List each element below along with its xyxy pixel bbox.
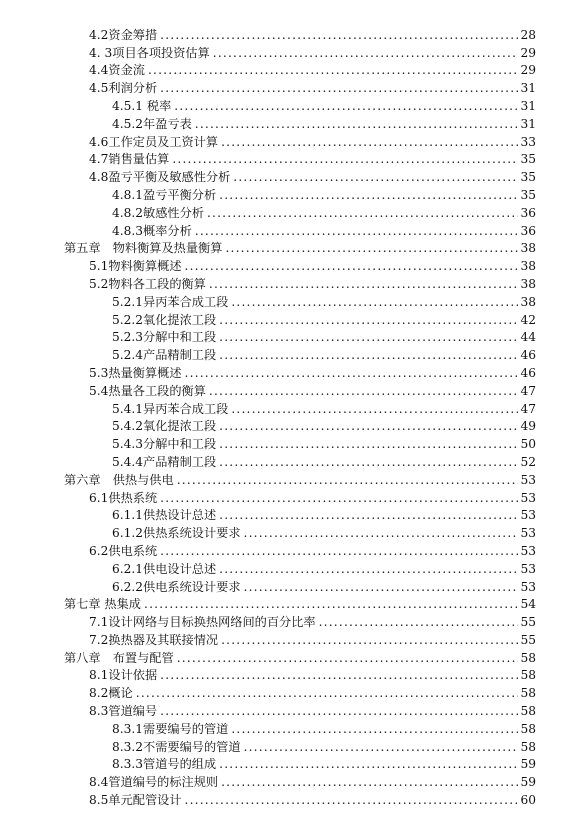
toc-entry[interactable] bbox=[0, 60, 580, 78]
toc-entry-title: 8.3.2不需要编号的管道 bbox=[112, 739, 241, 754]
dot-leader bbox=[174, 99, 518, 113]
dot-leader bbox=[160, 668, 518, 682]
toc-entry-page-number: 53 bbox=[520, 579, 536, 594]
toc-entry-title: 8.3.1需要编号的管道 bbox=[112, 721, 229, 736]
toc-entry-page-number: 33 bbox=[520, 134, 536, 149]
dot-leader bbox=[219, 562, 518, 576]
toc-entry-title: 第七章 热集成 bbox=[64, 597, 141, 612]
dot-leader bbox=[244, 740, 519, 754]
toc-entry[interactable] bbox=[0, 95, 580, 113]
toc-entry-page-number: 29 bbox=[520, 63, 536, 78]
dot-leader bbox=[209, 384, 519, 398]
toc-entry-title: 5.4.1异丙苯合成工段 bbox=[112, 401, 229, 416]
toc-entry-title: 第六章 供热与供电 bbox=[64, 472, 174, 487]
toc-entry-title: 4.2资金筹措 bbox=[89, 27, 158, 42]
toc-entry-page-number: 46 bbox=[520, 365, 536, 380]
toc-entry[interactable] bbox=[0, 433, 580, 451]
toc-entry-title: 8.3管道编号 bbox=[89, 704, 158, 719]
toc-entry[interactable] bbox=[0, 594, 580, 612]
toc-entry-page-number: 55 bbox=[520, 615, 536, 630]
toc-entry-page-number: 55 bbox=[520, 632, 536, 647]
toc-entry-title: 5.3热量衡算概述 bbox=[89, 365, 182, 380]
dot-leader bbox=[319, 615, 519, 629]
dot-leader bbox=[231, 295, 518, 309]
toc-entry-title: 4.5.1 税率 bbox=[112, 98, 172, 113]
toc-entry-title: 4.6工作定员及工资计算 bbox=[89, 134, 219, 149]
toc-entry-title: 5.2物料各工段的衡算 bbox=[89, 276, 206, 291]
toc-entry-page-number: 46 bbox=[520, 348, 536, 363]
dot-leader bbox=[160, 544, 518, 558]
dot-leader bbox=[195, 224, 519, 238]
toc-entry[interactable] bbox=[0, 184, 580, 202]
toc-entry-title: 8.2概论 bbox=[89, 686, 133, 701]
table-of-contents bbox=[0, 24, 580, 807]
toc-entry[interactable] bbox=[0, 362, 580, 380]
toc-entry[interactable] bbox=[0, 736, 580, 754]
toc-entry-page-number: 59 bbox=[520, 775, 536, 790]
toc-entry-page-number: 58 bbox=[520, 650, 536, 665]
toc-entry-title: 第五章 物料衡算及热量衡算 bbox=[64, 241, 223, 256]
toc-entry-page-number: 53 bbox=[520, 561, 536, 576]
dot-leader bbox=[172, 152, 518, 166]
toc-entry[interactable] bbox=[0, 113, 580, 131]
toc-entry[interactable] bbox=[0, 576, 580, 594]
dot-leader bbox=[219, 757, 518, 771]
toc-entry[interactable] bbox=[0, 451, 580, 469]
toc-entry-title: 4.8盈亏平衡及敏感性分析 bbox=[89, 170, 231, 185]
toc-entry[interactable] bbox=[0, 416, 580, 434]
toc-entry-title: 6.2.1供电设计总述 bbox=[112, 561, 217, 576]
toc-entry-title: 4.4资金流 bbox=[89, 63, 145, 78]
toc-entry-page-number: 58 bbox=[520, 668, 536, 683]
toc-entry-page-number: 42 bbox=[520, 312, 536, 327]
toc-entry-title: 8.1设计依据 bbox=[89, 668, 158, 683]
dot-leader bbox=[244, 526, 519, 540]
toc-entry-title: 6.2供电系统 bbox=[89, 543, 158, 558]
dot-leader bbox=[185, 366, 519, 380]
toc-entry[interactable] bbox=[0, 647, 580, 665]
toc-entry-page-number: 49 bbox=[520, 419, 536, 434]
dot-leader bbox=[219, 508, 518, 522]
toc-entry-page-number: 36 bbox=[520, 205, 536, 220]
toc-entry[interactable] bbox=[0, 238, 580, 256]
dot-leader bbox=[160, 491, 518, 505]
dot-leader bbox=[219, 437, 518, 451]
toc-entry-page-number: 38 bbox=[520, 241, 536, 256]
toc-entry-page-number: 47 bbox=[520, 383, 536, 398]
toc-entry[interactable] bbox=[0, 380, 580, 398]
toc-entry-title: 5.2.2氧化提浓工段 bbox=[112, 312, 217, 327]
dot-leader bbox=[221, 775, 518, 789]
toc-entry[interactable] bbox=[0, 700, 580, 718]
toc-entry-page-number: 59 bbox=[520, 757, 536, 772]
toc-entry-title: 8.3.3管道号的组成 bbox=[112, 757, 217, 772]
toc-entry[interactable] bbox=[0, 255, 580, 273]
dot-leader bbox=[148, 63, 519, 77]
toc-entry[interactable] bbox=[0, 718, 580, 736]
toc-entry-page-number: 31 bbox=[520, 81, 536, 96]
dot-leader bbox=[233, 170, 518, 184]
dot-leader bbox=[221, 633, 518, 647]
toc-entry-title: 8.4管道编号的标注规则 bbox=[89, 775, 219, 790]
dot-leader bbox=[231, 722, 518, 736]
toc-entry-title: 5.1物料衡算概述 bbox=[89, 259, 182, 274]
toc-entry-page-number: 58 bbox=[520, 721, 536, 736]
toc-entry-title: 5.4.3分解中和工段 bbox=[112, 437, 217, 452]
toc-entry-page-number: 31 bbox=[520, 116, 536, 131]
toc-entry-title: 5.2.1异丙苯合成工段 bbox=[112, 294, 229, 309]
toc-entry-title: 7.1设计网络与目标换热网络间的百分比率 bbox=[89, 615, 316, 630]
toc-entry[interactable] bbox=[0, 540, 580, 558]
toc-entry-page-number: 60 bbox=[520, 793, 536, 808]
toc-entry-title: 5.2.4产品精制工段 bbox=[112, 348, 217, 363]
dot-leader bbox=[219, 330, 518, 344]
toc-entry-title: 6.1.1供热设计总述 bbox=[112, 508, 217, 523]
dot-leader bbox=[225, 241, 518, 255]
toc-entry-page-number: 28 bbox=[520, 27, 536, 42]
toc-entry[interactable] bbox=[0, 291, 580, 309]
toc-entry[interactable] bbox=[0, 771, 580, 789]
toc-entry[interactable] bbox=[0, 309, 580, 327]
dot-leader bbox=[136, 686, 519, 700]
toc-entry-page-number: 35 bbox=[520, 170, 536, 185]
toc-entry[interactable] bbox=[0, 754, 580, 772]
dot-leader bbox=[219, 348, 518, 362]
toc-entry-page-number: 53 bbox=[520, 472, 536, 487]
dot-leader bbox=[213, 46, 519, 60]
toc-entry-page-number: 53 bbox=[520, 543, 536, 558]
dot-leader bbox=[209, 277, 519, 291]
toc-entry[interactable] bbox=[0, 327, 580, 345]
toc-entry-page-number: 38 bbox=[520, 259, 536, 274]
dot-leader bbox=[219, 455, 518, 469]
toc-entry[interactable] bbox=[0, 398, 580, 416]
toc-entry[interactable] bbox=[0, 220, 580, 238]
toc-entry-page-number: 44 bbox=[520, 330, 536, 345]
dot-leader bbox=[219, 419, 518, 433]
toc-entry-title: 4.8.1盈亏平衡分析 bbox=[112, 187, 217, 202]
toc-entry-page-number: 38 bbox=[520, 294, 536, 309]
toc-entry-title: 4.8.2敏感性分析 bbox=[112, 205, 204, 220]
dot-leader bbox=[185, 793, 519, 807]
toc-entry[interactable] bbox=[0, 789, 580, 807]
toc-entry-title: 4.5利润分析 bbox=[89, 81, 158, 96]
toc-entry[interactable] bbox=[0, 166, 580, 184]
toc-entry[interactable] bbox=[0, 202, 580, 220]
toc-entry-page-number: 54 bbox=[520, 597, 536, 612]
toc-entry-title: 6.1供热系统 bbox=[89, 490, 158, 505]
toc-entry-title: 4.7销售量估算 bbox=[89, 152, 170, 167]
toc-entry-page-number: 38 bbox=[520, 276, 536, 291]
toc-entry[interactable] bbox=[0, 273, 580, 291]
toc-entry[interactable] bbox=[0, 42, 580, 60]
toc-entry-page-number: 36 bbox=[520, 223, 536, 238]
toc-entry-page-number: 52 bbox=[520, 454, 536, 469]
dot-leader bbox=[244, 580, 519, 594]
dot-leader bbox=[219, 313, 518, 327]
dot-leader bbox=[160, 704, 518, 718]
toc-entry[interactable] bbox=[0, 558, 580, 576]
toc-entry-title: 4. 3项目各项投资估算 bbox=[89, 45, 210, 60]
toc-entry-title: 7.2换热器及其联接情况 bbox=[89, 632, 219, 647]
toc-entry-page-number: 50 bbox=[520, 437, 536, 452]
toc-entry-title: 8.5单元配管设计 bbox=[89, 793, 182, 808]
toc-entry[interactable] bbox=[0, 682, 580, 700]
dot-leader bbox=[177, 651, 519, 665]
dot-leader bbox=[207, 206, 519, 220]
toc-entry[interactable] bbox=[0, 522, 580, 540]
toc-entry-title: 4.8.3概率分析 bbox=[112, 223, 192, 238]
toc-entry-page-number: 58 bbox=[520, 704, 536, 719]
toc-entry-title: 6.2.2供电系统设计要求 bbox=[112, 579, 241, 594]
toc-entry-page-number: 53 bbox=[520, 508, 536, 523]
toc-entry-page-number: 35 bbox=[520, 187, 536, 202]
dot-leader bbox=[231, 402, 518, 416]
toc-entry[interactable] bbox=[0, 149, 580, 167]
dot-leader bbox=[144, 597, 518, 611]
toc-entry-title: 6.1.2供热系统设计要求 bbox=[112, 526, 241, 541]
toc-entry[interactable] bbox=[0, 344, 580, 362]
toc-entry-title: 5.4.4产品精制工段 bbox=[112, 454, 217, 469]
toc-entry[interactable] bbox=[0, 131, 580, 149]
toc-entry-page-number: 35 bbox=[520, 152, 536, 167]
toc-entry-page-number: 58 bbox=[520, 739, 536, 754]
toc-entry-page-number: 29 bbox=[520, 45, 536, 60]
toc-entry[interactable] bbox=[0, 24, 580, 42]
toc-entry-title: 4.5.2年盈亏表 bbox=[112, 116, 192, 131]
toc-entry-title: 5.4.2氧化提浓工段 bbox=[112, 419, 217, 434]
toc-entry[interactable] bbox=[0, 487, 580, 505]
toc-entry-page-number: 31 bbox=[520, 98, 536, 113]
dot-leader bbox=[219, 188, 518, 202]
toc-entry-page-number: 53 bbox=[520, 526, 536, 541]
dot-leader bbox=[185, 259, 519, 273]
dot-leader bbox=[221, 135, 518, 149]
toc-entry-title: 5.4热量各工段的衡算 bbox=[89, 383, 206, 398]
toc-entry-page-number: 47 bbox=[520, 401, 536, 416]
dot-leader bbox=[195, 117, 519, 131]
toc-entry[interactable] bbox=[0, 77, 580, 95]
dot-leader bbox=[160, 28, 518, 42]
toc-entry[interactable] bbox=[0, 469, 580, 487]
toc-entry-page-number: 53 bbox=[520, 490, 536, 505]
toc-entry[interactable] bbox=[0, 611, 580, 629]
toc-entry-page-number: 58 bbox=[520, 686, 536, 701]
toc-entry[interactable] bbox=[0, 629, 580, 647]
toc-entry-title: 第八章 布置与配管 bbox=[64, 650, 174, 665]
dot-leader bbox=[177, 473, 519, 487]
toc-entry-title: 5.2.3分解中和工段 bbox=[112, 330, 217, 345]
dot-leader bbox=[160, 81, 518, 95]
toc-entry[interactable] bbox=[0, 505, 580, 523]
toc-entry[interactable] bbox=[0, 665, 580, 683]
